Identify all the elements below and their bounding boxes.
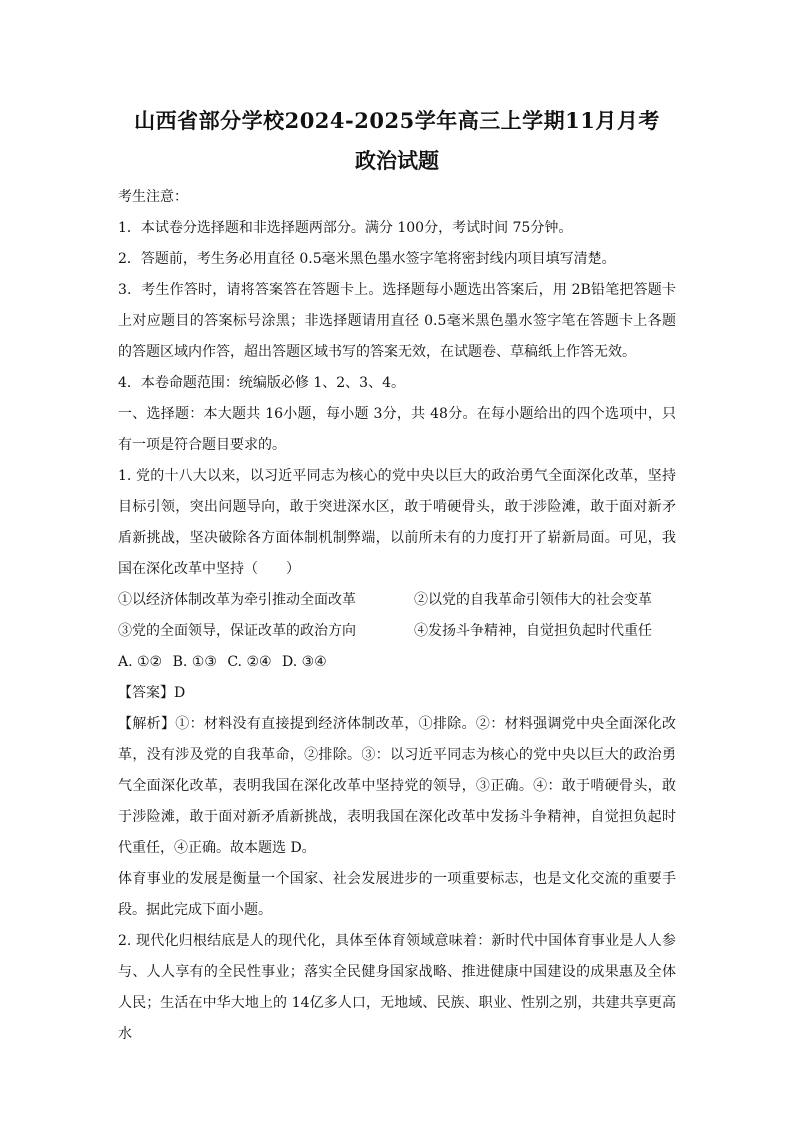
section-one-heading: 一、选择题：本大题共 16小题，每小题 3分，共 48分。在每小题给出的四个选项中，只有一项是符合题目要求的。: [118, 406, 676, 453]
material-intro: 体育事业的发展是衡量一个国家、社会发展进步的一项重要标志，也是文化交流的重要手段。据此完成下面小题。: [118, 871, 676, 918]
choice-d: D. ③④: [282, 654, 327, 670]
question-2-stem: 2. 现代化归根结底是人的现代化，具体至体育领域意味着：新时代中国体育事业是人人参与、人人享有的全民性事业；落实全民健身国家战略、推进健康中国建设的成果惠及全体人民；生活在中华大地上的 14亿多人口，无地域、民族、职业、性别之别，共建共享更高水: [118, 933, 676, 1042]
notice-item-3: 3．考生作答时，请将答案答在答题卡上。选择题每小题选出答案后，用 2B铅笔把答题卡上对应题目的答案标号涂黑；非选择题请用直径 0.5毫米黑色墨水签字笔在答题卡上各题的答题区域内作答，超出答题区域书写的答案无效，在试题卷、草稿纸上作答无效。: [118, 282, 676, 360]
notice-item-4: 4．本卷命题范围：统编版必修 1、2、3、4。: [118, 375, 405, 391]
question-1-options: [118, 585, 676, 647]
question-1-stem: 1. 党的十八大以来，以习近平同志为核心的党中央以巨大的政治勇气全面深化改革，坚持目标引领，突出问题导向，敢于突进深水区，敢于啃硬骨头，敢于涉险滩，敢于面对新矛盾新挑战，坚决破除各方面体制机制弊端，以前所未有的力度打开了崭新局面。可见，我国在深化改革中坚持（ ）: [118, 468, 676, 577]
choice-b: B. ①③: [172, 654, 217, 670]
question-1-choices: [118, 647, 676, 678]
notice-heading: 考生注意：: [118, 189, 188, 205]
notice-item-2: 2．答题前，考生务必用直径 0.5毫米黑色墨水签字笔将密封线内项目填写清楚。: [118, 251, 616, 267]
option-4: ④发扬斗争精神，自觉担负起时代重任: [414, 623, 652, 639]
notice-item-1: 1．本试卷分选择题和非选择题两部分。满分 100分，考试时间 75分钟。: [118, 220, 573, 236]
question-1-analysis: 【解析】①：材料没有直接提到经济体制改革，①排除。②：材料强调党中央全面深化改革，没有涉及党的自我革命，②排除。③：以习近平同志为核心的党中央以巨大的政治勇气全面深化改革，表明我国在深化改革中坚持党的领导，③正确。④：敢于啃硬骨头，敢于涉险滩，敢于面对新矛盾新挑战，表明我国在深化改革中发扬斗争精神，自觉担负起时代重任，④正确。故本题选 D。: [118, 716, 676, 856]
page-subtitle: 政治试题: [355, 148, 439, 173]
option-1: ①以经济体制改革为牵引推动全面改革: [118, 592, 356, 608]
option-2: ②以党的自我革命引领伟大的社会变革: [414, 592, 652, 608]
choice-c: C. ②④: [227, 654, 272, 670]
choice-a: A. ①②: [118, 654, 163, 670]
option-3: ③党的全面领导，保证改革的政治方向: [118, 623, 356, 639]
page-title: 山西省部分学校2024-2025学年高三上学期11月月考: [134, 108, 660, 133]
question-1-answer: 【答案】D: [118, 685, 186, 701]
